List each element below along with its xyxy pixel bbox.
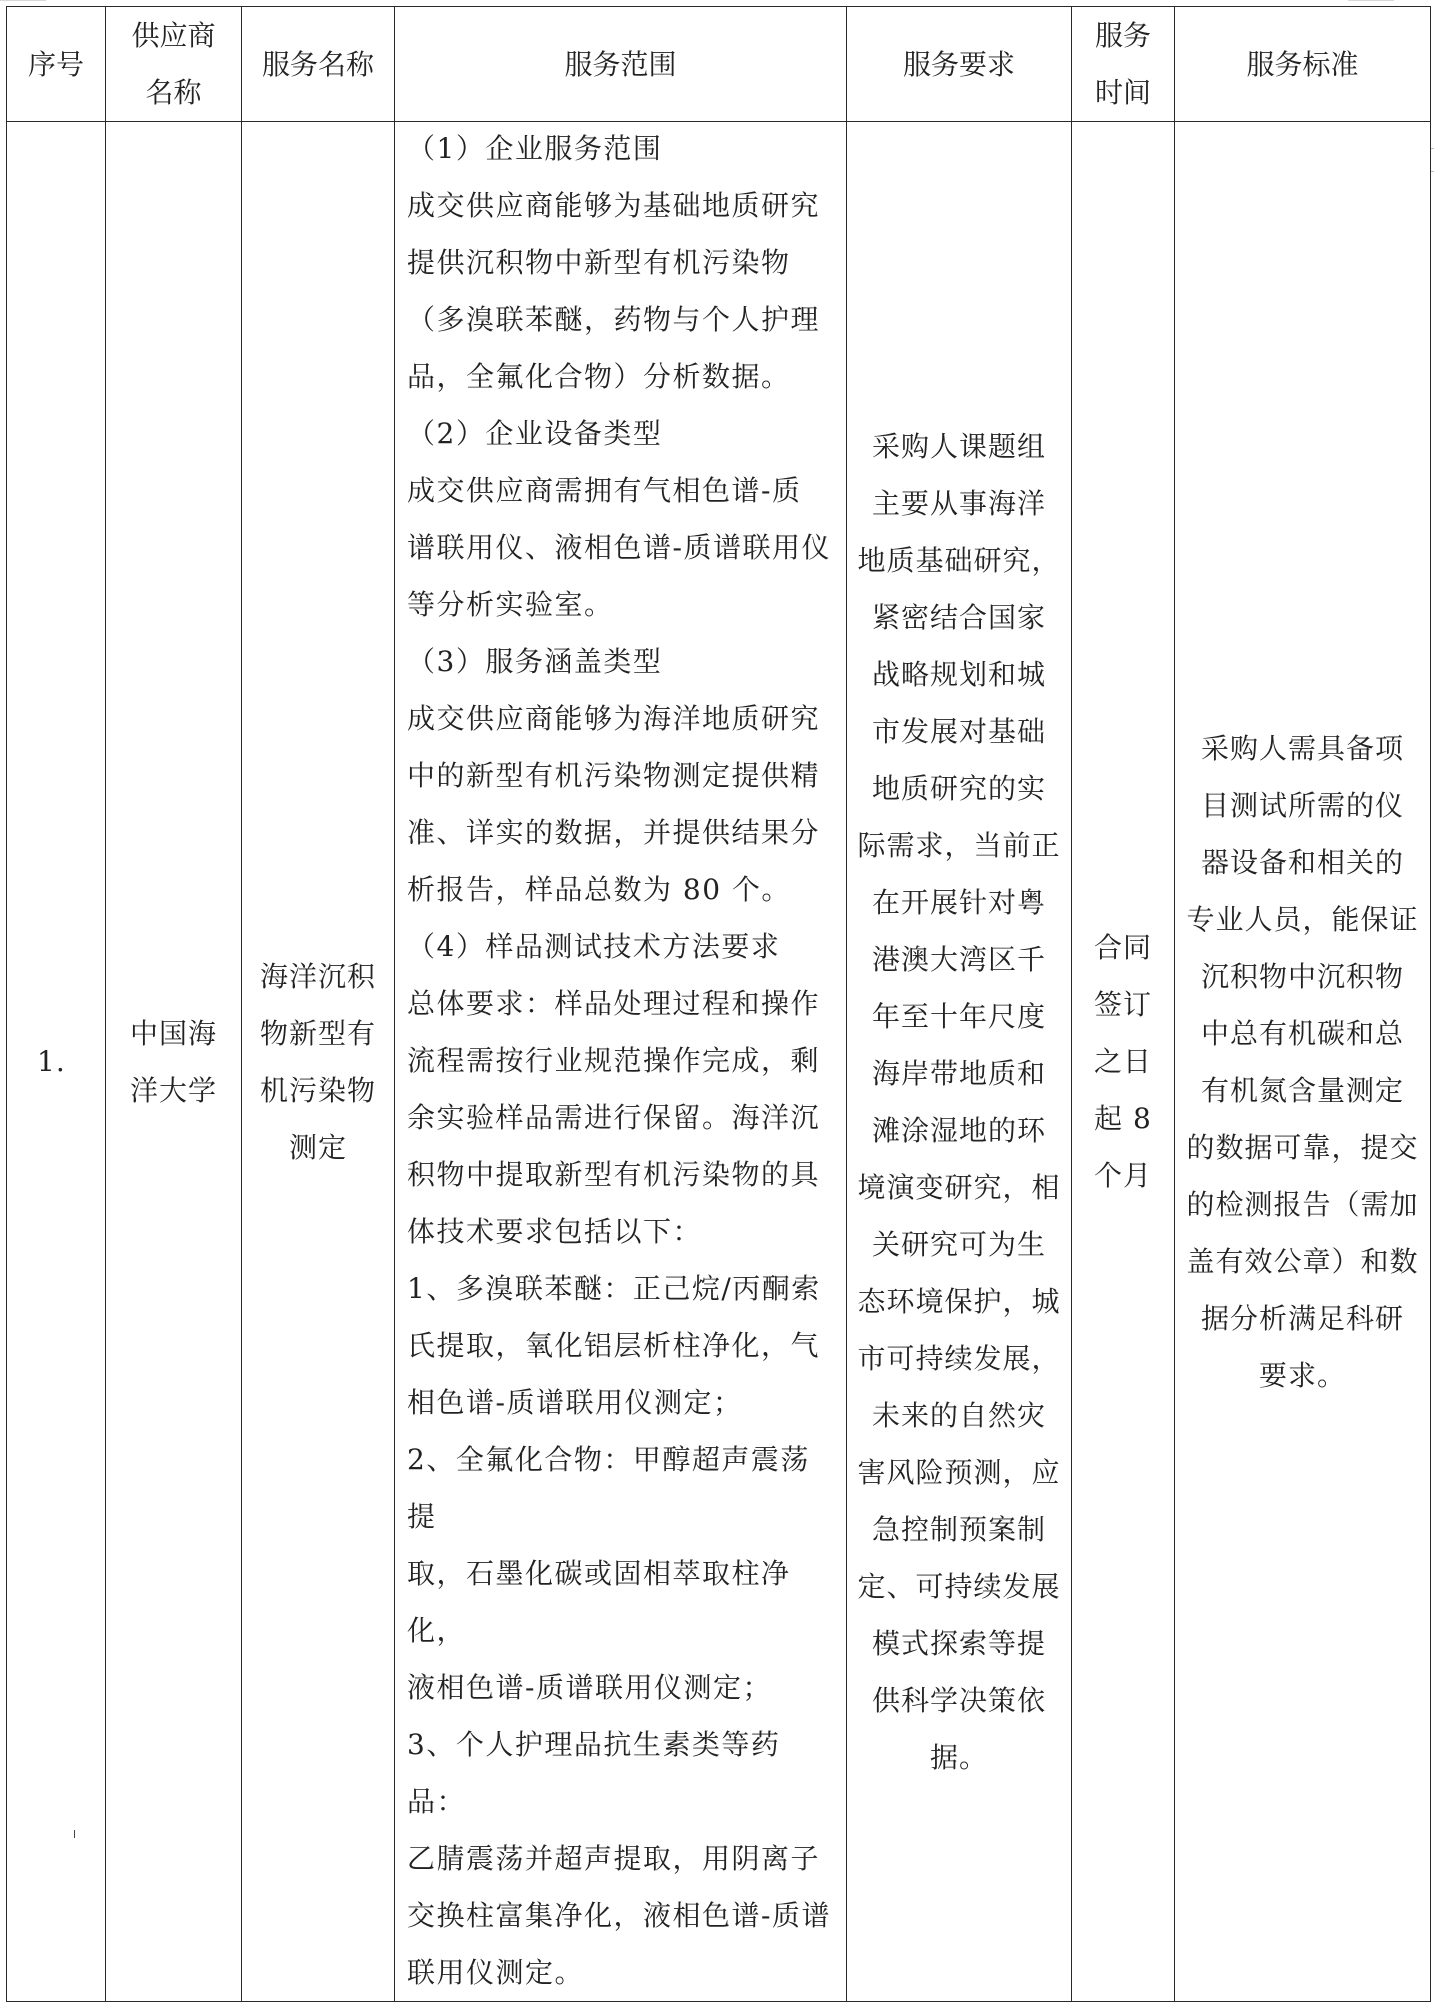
cell-supplier: 中国海 洋大学 — [106, 122, 242, 2002]
header-service-name: 服务名称 — [242, 7, 395, 122]
cell-service-name: 海洋沉积 物新型有 机污染物 测定 — [242, 122, 395, 2002]
cell-standard: 采购人需具备项 目测试所需的仪 器设备和相关的 专业人员，能保证 沉积物中沉积物 中总有机碳和总 有机氮含量测定 的数据可靠，提交 的检测报告（需加 盖有效公章）和数 据分析满足科研 要求。 — [1175, 122, 1431, 2002]
cell-seq: 1. — [7, 122, 106, 2002]
table-row — [7, 122, 1431, 2002]
header-time: 服务 时间 — [1072, 7, 1175, 122]
table-header-row — [7, 7, 1431, 122]
header-seq: 序号 — [7, 7, 106, 122]
cell-time: 合同 签订 之日 起 8 个月 — [1072, 122, 1175, 2002]
header-standard: 服务标准 — [1175, 7, 1431, 122]
cell-requirement: 采购人课题组 主要从事海洋 地质基础研究， 紧密结合国家 战略规划和城 市发展对基础 地质研究的实 际需求，当前正 在开展针对粤 港澳大湾区千 年至十年尺度 海岸带地质和 滩涂湿地的环 境演变研究，相 关研究可为生 态环境保护，城 市可持续发展， 未来的自然灾 害风险预测，应 急控制预案制 定、可持续发展 模式探索等提 供科学决策依 据。 — [847, 122, 1072, 2002]
corner-crop-mark-left — [0, 0, 46, 1]
header-supplier: 供应商 名称 — [106, 7, 242, 122]
service-table — [6, 6, 1431, 2002]
header-scope: 服务范围 — [395, 7, 847, 122]
header-requirement: 服务要求 — [847, 7, 1072, 122]
corner-crop-mark-right — [1348, 0, 1394, 1]
cell-scope: （1）企业服务范围 成交供应商能够为基础地质研究 提供沉积物中新型有机污染物 （多溴联苯醚，药物与个人护理 品，全氟化合物）分析数据。 （2）企业设备类型 成交供应商需拥有气相色谱-质 谱联用仪、液相色谱-质谱联用仪 等分析实验室。 （3）服务涵盖类型 成交供应商能够为海洋地质研究 中的新型有机污染物测定提供精 准、详实的数据，并提供结果分 析报告，样品总数为 80 个。 （4）样品测试技术方法要求 总体要求：样品处理过程和操作 流程需按行业规范操作完成，剩 余实验样品需进行保留。海洋沉 积物中提取新型有机污染物的具 体技术要求包括以下： 1、多溴联苯醚：正己烷/丙酮索 氏提取，氧化铝层析柱净化，气 相色谱-质谱联用仪测定； 2、全氟化合物：甲醇超声震荡提 取，石墨化碳或固相萃取柱净化， 液相色谱-质谱联用仪测定； 3、个人护理品抗生素类等药品： 乙腈震荡并超声提取，用阴离子 交换柱富集净化，液相色谱-质谱 联用仪测定。 — [395, 122, 847, 2002]
